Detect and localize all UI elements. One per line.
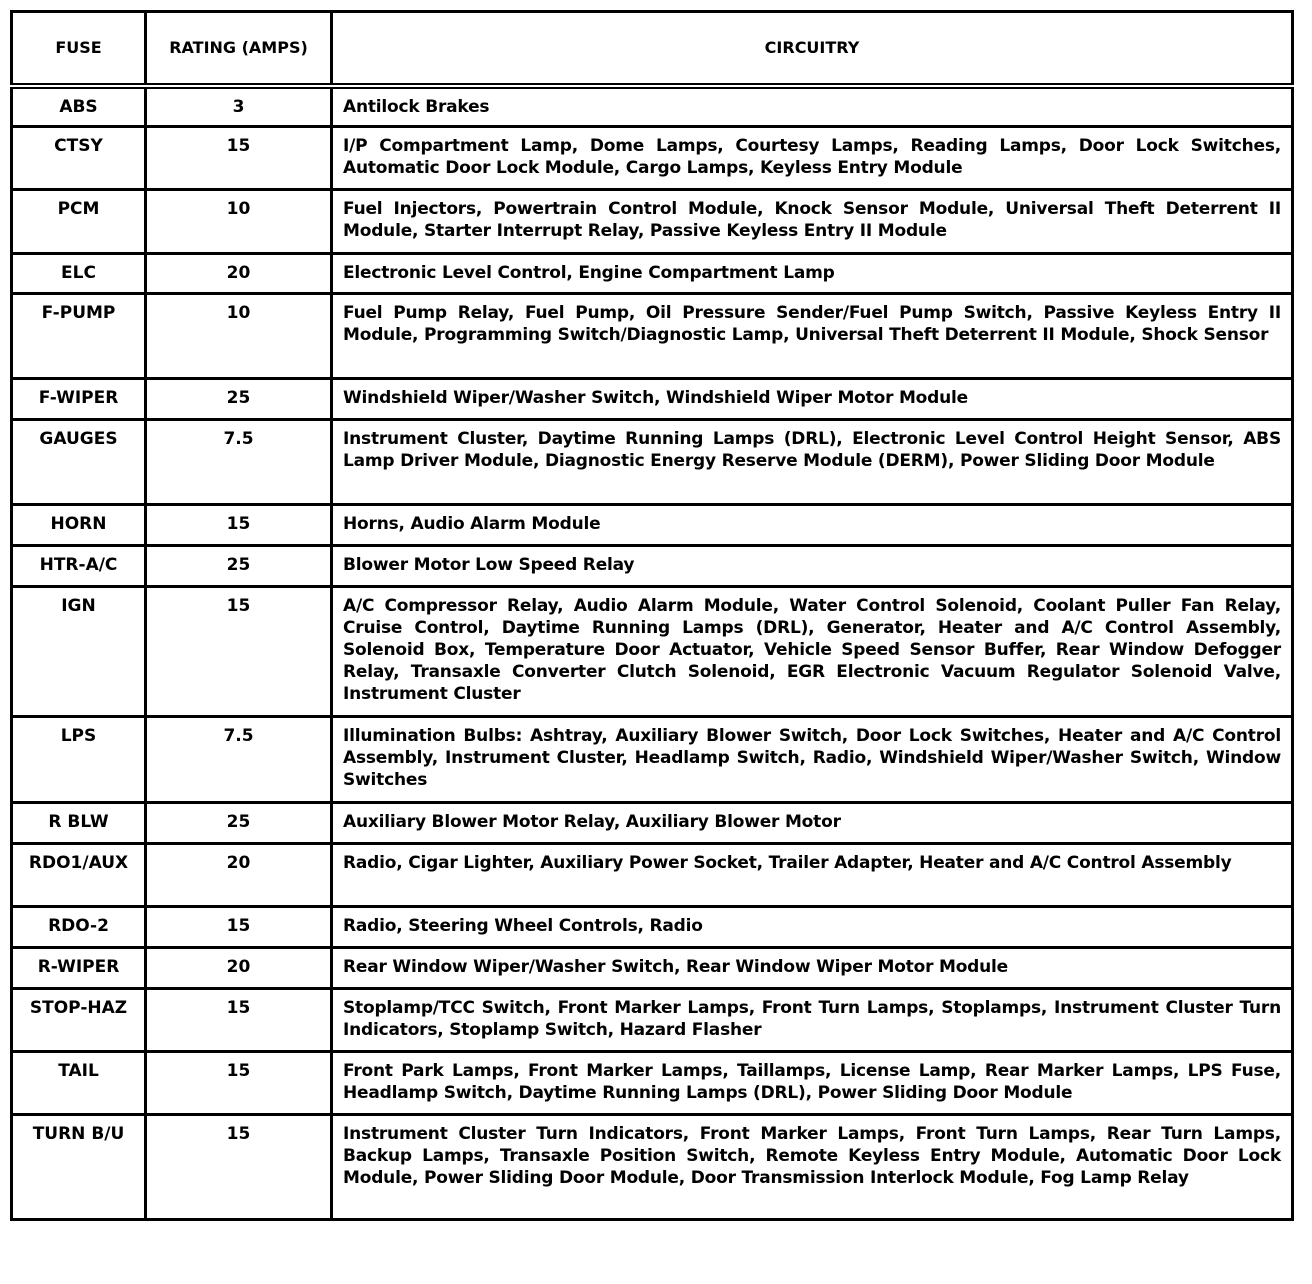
header-circuitry: CIRCUITRY xyxy=(332,12,1293,87)
fuse-cell: F-WIPER xyxy=(12,378,146,419)
header-row xyxy=(12,12,1293,87)
table-row xyxy=(12,906,1293,947)
fuse-cell: ABS xyxy=(12,86,146,126)
rating-cell: 7.5 xyxy=(146,419,332,504)
fuse-cell: RDO1/AUX xyxy=(12,843,146,906)
fuse-cell: GAUGES xyxy=(12,419,146,504)
circuitry-cell: Antilock Brakes xyxy=(332,86,1293,126)
rating-cell: 15 xyxy=(146,504,332,545)
circuitry-cell: Blower Motor Low Speed Relay xyxy=(332,545,1293,586)
table-row xyxy=(12,802,1293,843)
rating-cell: 7.5 xyxy=(146,716,332,802)
table-row xyxy=(12,1114,1293,1219)
header-fuse: FUSE xyxy=(12,12,146,87)
fuse-cell: R BLW xyxy=(12,802,146,843)
rating-cell: 25 xyxy=(146,378,332,419)
fuse-cell: HTR-A/C xyxy=(12,545,146,586)
rating-cell: 3 xyxy=(146,86,332,126)
rating-cell: 20 xyxy=(146,947,332,988)
rating-cell: 25 xyxy=(146,545,332,586)
circuitry-cell: Horns, Audio Alarm Module xyxy=(332,504,1293,545)
rating-cell: 10 xyxy=(146,293,332,378)
circuitry-cell: Instrument Cluster Turn Indicators, Front Marker Lamps, Front Turn Lamps, Rear Turn Lamps, Backup Lamps, Transaxle Position Switch, Remote Keyless Entry Module, Automatic Door Lock Module, Power Sliding Door Module, Door Transmission Interlock Module, Fog Lamp Relay xyxy=(332,1114,1293,1219)
rating-cell: 15 xyxy=(146,1051,332,1114)
circuitry-cell: Front Park Lamps, Front Marker Lamps, Taillamps, License Lamp, Rear Marker Lamps, LPS Fuse, Headlamp Switch, Daytime Running Lamps (DRL), Power Sliding Door Module xyxy=(332,1051,1293,1114)
fuse-table xyxy=(10,10,1294,1221)
table-row xyxy=(12,545,1293,586)
fuse-cell: STOP-HAZ xyxy=(12,988,146,1051)
circuitry-cell: Stoplamp/TCC Switch, Front Marker Lamps, Front Turn Lamps, Stoplamps, Instrument Cluster Turn Indicators, Stoplamp Switch, Hazard Flasher xyxy=(332,988,1293,1051)
fuse-cell: HORN xyxy=(12,504,146,545)
circuitry-cell: Windshield Wiper/Washer Switch, Windshield Wiper Motor Module xyxy=(332,378,1293,419)
table-row xyxy=(12,126,1293,189)
circuitry-cell: Fuel Pump Relay, Fuel Pump, Oil Pressure Sender/Fuel Pump Switch, Passive Keyless Entry II Module, Programming Switch/Diagnostic Lamp, Universal Theft Deterrent II Module, Shock Sensor xyxy=(332,293,1293,378)
rating-cell: 15 xyxy=(146,906,332,947)
rating-cell: 15 xyxy=(146,126,332,189)
rating-cell: 15 xyxy=(146,1114,332,1219)
table-row xyxy=(12,988,1293,1051)
circuitry-cell: Radio, Cigar Lighter, Auxiliary Power Socket, Trailer Adapter, Heater and A/C Control Assembly xyxy=(332,843,1293,906)
table-row xyxy=(12,189,1293,253)
table-row xyxy=(12,843,1293,906)
table-row xyxy=(12,504,1293,545)
rating-cell: 15 xyxy=(146,988,332,1051)
fuse-cell: F-PUMP xyxy=(12,293,146,378)
rating-cell: 10 xyxy=(146,189,332,253)
circuitry-cell: Fuel Injectors, Powertrain Control Module, Knock Sensor Module, Universal Theft Deterrent II Module, Starter Interrupt Relay, Passive Keyless Entry II Module xyxy=(332,189,1293,253)
table-row xyxy=(12,253,1293,293)
fuse-cell: LPS xyxy=(12,716,146,802)
table-row xyxy=(12,1051,1293,1114)
table-row xyxy=(12,419,1293,504)
circuitry-cell: Radio, Steering Wheel Controls, Radio xyxy=(332,906,1293,947)
circuitry-cell: Electronic Level Control, Engine Compartment Lamp xyxy=(332,253,1293,293)
circuitry-cell: Rear Window Wiper/Washer Switch, Rear Window Wiper Motor Module xyxy=(332,947,1293,988)
fuse-cell: PCM xyxy=(12,189,146,253)
table-row xyxy=(12,293,1293,378)
table-row xyxy=(12,86,1293,126)
rating-cell: 20 xyxy=(146,253,332,293)
circuitry-cell: Instrument Cluster, Daytime Running Lamps (DRL), Electronic Level Control Height Sensor, ABS Lamp Driver Module, Diagnostic Energy Reserve Module (DERM), Power Sliding Door Module xyxy=(332,419,1293,504)
circuitry-cell: Illumination Bulbs: Ashtray, Auxiliary Blower Switch, Door Lock Switches, Heater and A/C Control Assembly, Instrument Cluster, Headlamp Switch, Radio, Windshield Wiper/Washer Switch, Window Switches xyxy=(332,716,1293,802)
header-rating: RATING (AMPS) xyxy=(146,12,332,87)
table-row xyxy=(12,586,1293,716)
circuitry-cell: Auxiliary Blower Motor Relay, Auxiliary Blower Motor xyxy=(332,802,1293,843)
rating-cell: 20 xyxy=(146,843,332,906)
table-row xyxy=(12,378,1293,419)
fuse-cell: IGN xyxy=(12,586,146,716)
fuse-cell: TAIL xyxy=(12,1051,146,1114)
rating-cell: 25 xyxy=(146,802,332,843)
fuse-cell: RDO-2 xyxy=(12,906,146,947)
rating-cell: 15 xyxy=(146,586,332,716)
circuitry-cell: A/C Compressor Relay, Audio Alarm Module, Water Control Solenoid, Coolant Puller Fan Relay, Cruise Control, Daytime Running Lamps (DRL), Generator, Heater and A/C Control Assembly, Solenoid Box, Temperature Door Actuator, Vehicle Speed Sensor Buffer, Rear Window Defogger Relay, Transaxle Converter Clutch Solenoid, EGR Electronic Vacuum Regulator Solenoid Valve, Instrument Cluster xyxy=(332,586,1293,716)
fuse-cell: TURN B/U xyxy=(12,1114,146,1219)
fuse-cell: R-WIPER xyxy=(12,947,146,988)
fuse-cell: ELC xyxy=(12,253,146,293)
table-row xyxy=(12,947,1293,988)
circuitry-cell: I/P Compartment Lamp, Dome Lamps, Courtesy Lamps, Reading Lamps, Door Lock Switches, Automatic Door Lock Module, Cargo Lamps, Keyless Entry Module xyxy=(332,126,1293,189)
table-row xyxy=(12,716,1293,802)
fuse-cell: CTSY xyxy=(12,126,146,189)
